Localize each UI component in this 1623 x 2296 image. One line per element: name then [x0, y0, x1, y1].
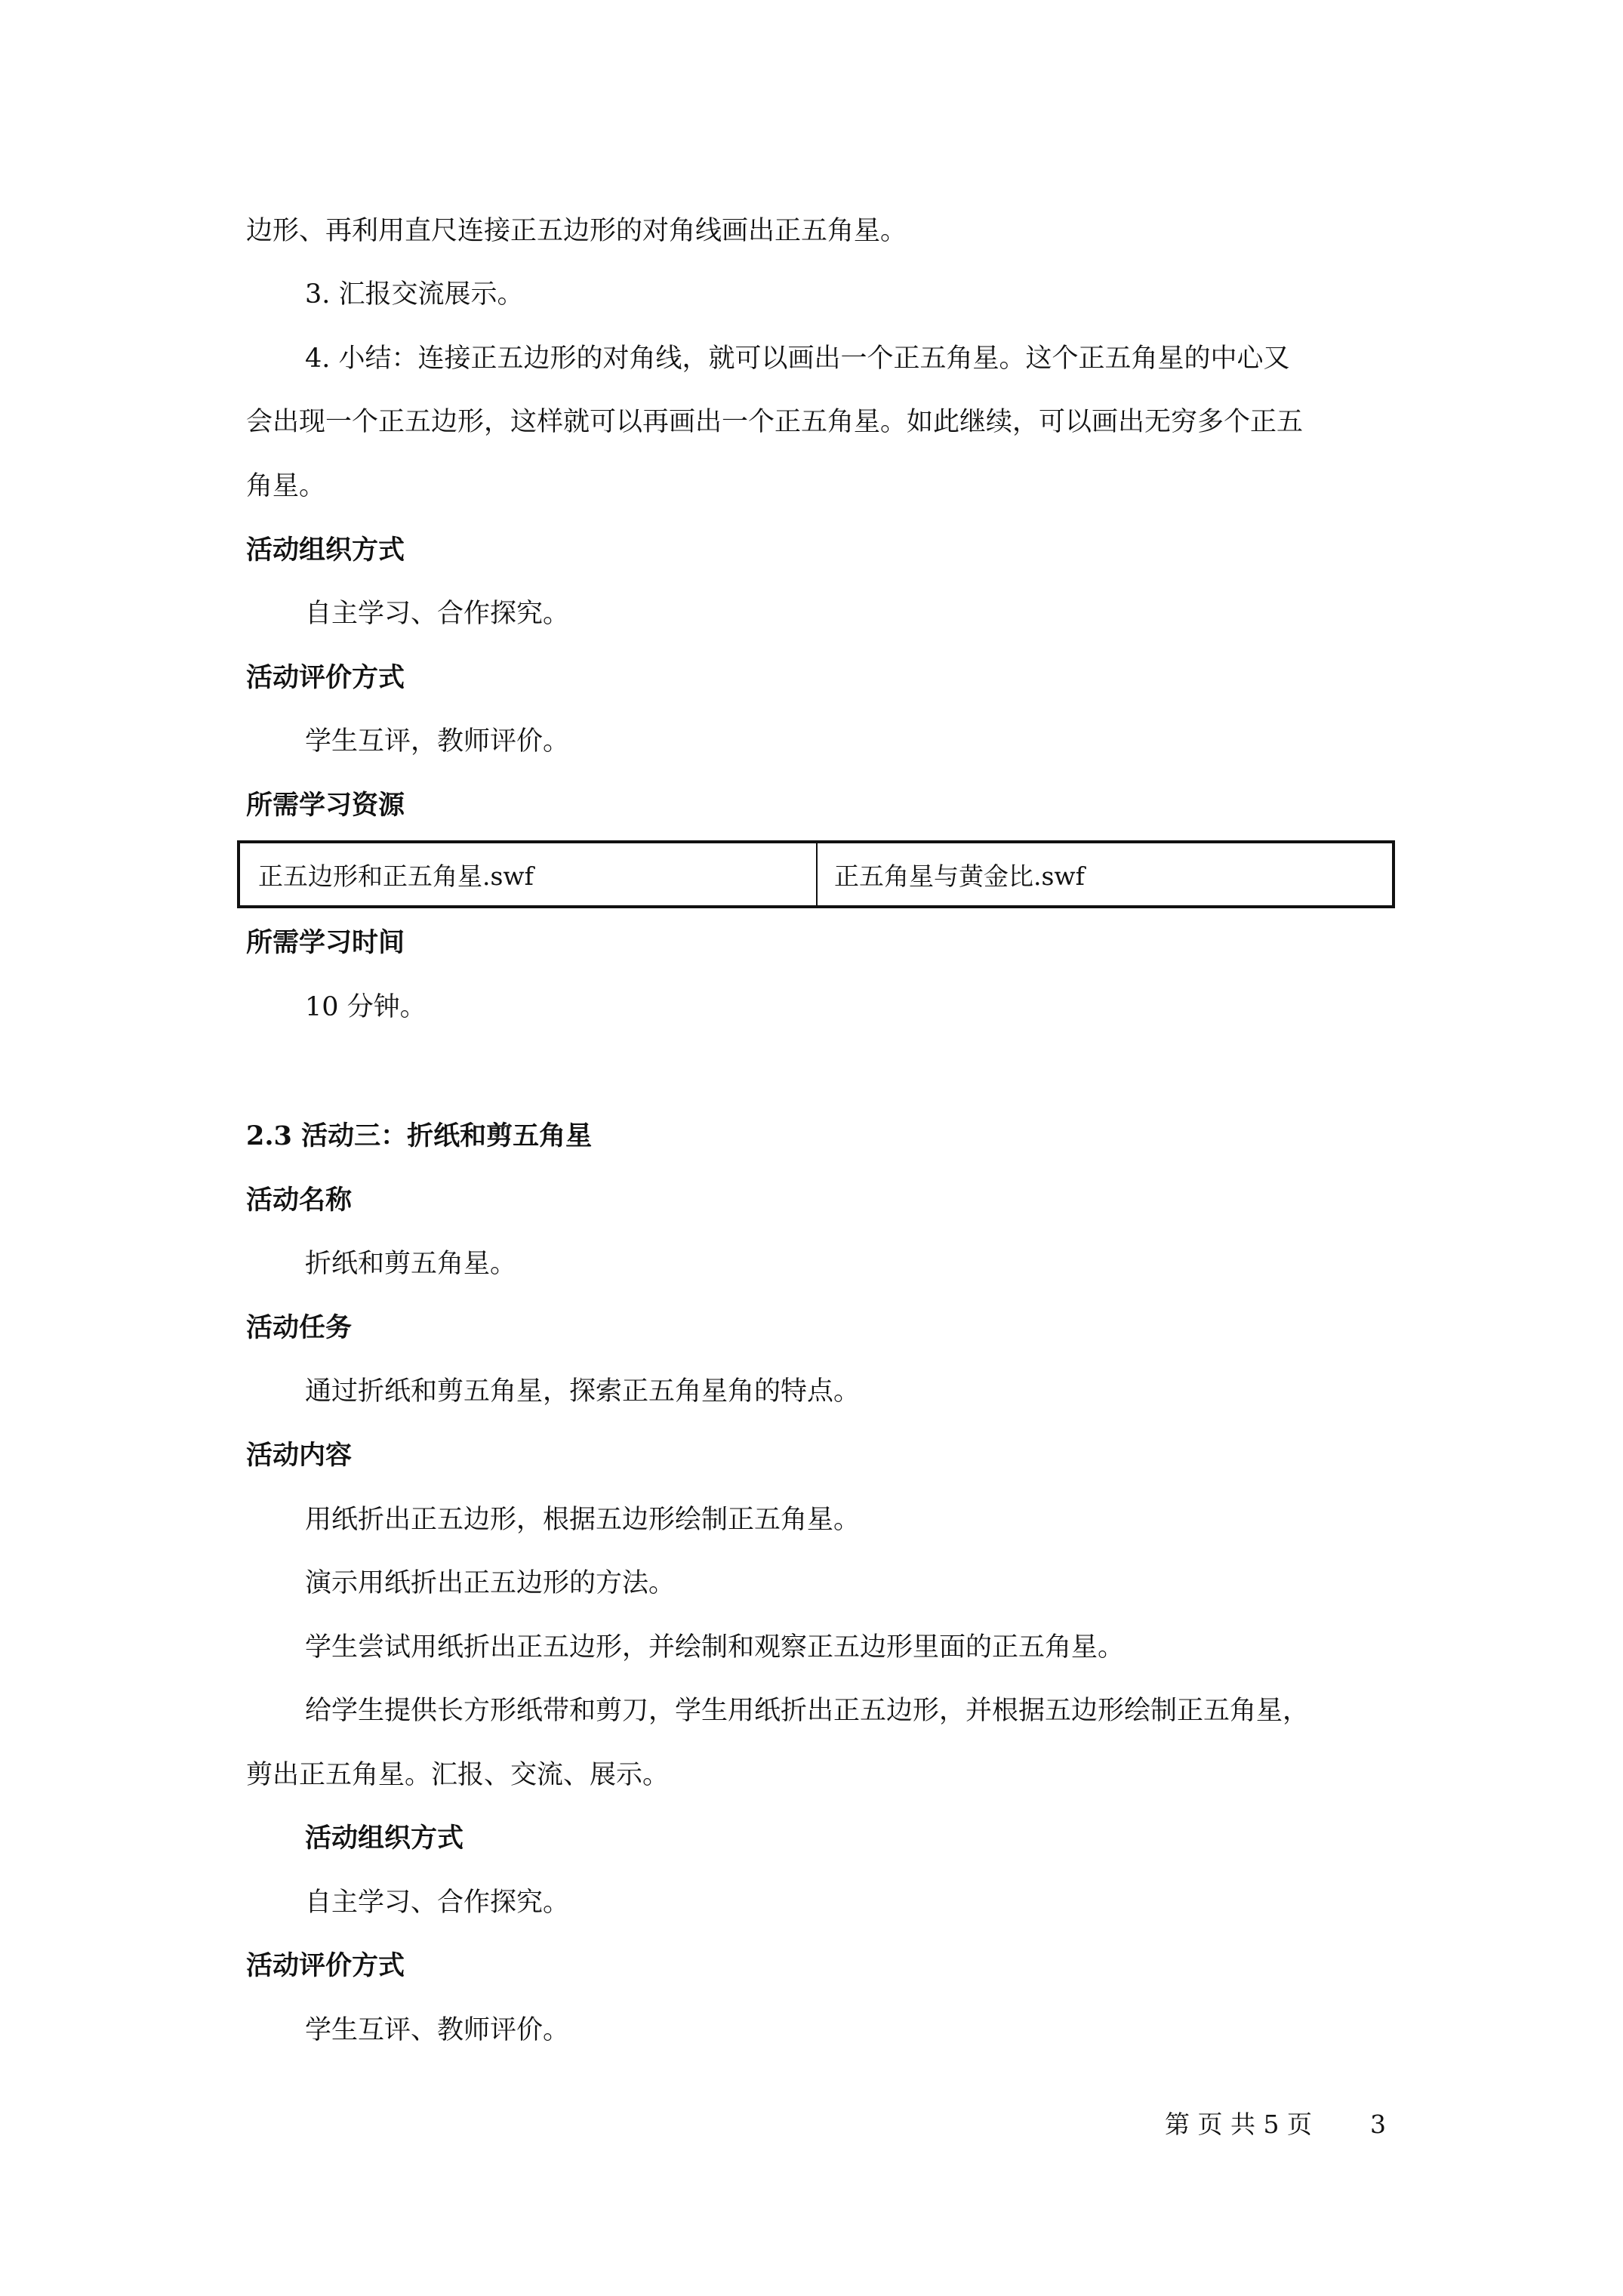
body-line: 学生互评、教师评价。 [305, 2015, 570, 2045]
section-heading: 所需学习时间 [246, 927, 405, 958]
section-heading: 活动任务 [246, 1312, 353, 1343]
page-footer: 第 页 共 5 页 [1165, 2110, 1312, 2139]
section-heading: 活动评价方式 [246, 662, 405, 693]
body-line: 用纸折出正五边形，根据五边形绘制正五角星。 [305, 1505, 861, 1535]
section-heading: 活动组织方式 [305, 1823, 464, 1854]
body-line: 学生互评，教师评价。 [305, 726, 570, 757]
section-heading: 活动内容 [246, 1440, 353, 1471]
section-heading: 所需学习资源 [246, 790, 405, 821]
body-line: 学生尝试用纸折出正五边形，并绘制和观察正五边形里面的正五角星。 [305, 1632, 1125, 1663]
body-line: 折纸和剪五角星。 [305, 1249, 517, 1279]
body-line: 会出现一个正五边形，这样就可以再画出一个正五角星。如此继续，可以画出无穷多个正五 [246, 407, 1304, 437]
body-line: 自主学习、合作探究。 [305, 599, 570, 629]
resource-cell: 正五角星与黄金比.swf [816, 843, 1392, 905]
section-heading: 活动组织方式 [246, 535, 405, 566]
body-line: 给学生提供长方形纸带和剪刀，学生用纸折出正五边形，并根据五边形绘制正五角星， [305, 1696, 1310, 1726]
page-number: 3 [1370, 2110, 1386, 2139]
body-line: 4. 小结：连接正五边形的对角线，就可以画出一个正五角星。这个正五角星的中心又 [305, 344, 1290, 374]
body-line: 演示用纸折出正五边形的方法。 [305, 1568, 676, 1598]
resources-table [237, 840, 1395, 908]
section-heading: 活动名称 [246, 1185, 353, 1216]
body-line: 角星。 [246, 471, 326, 501]
body-line: 剪出正五角星。汇报、交流、展示。 [246, 1760, 670, 1790]
subsection-title: 2.3 活动三：折纸和剪五角星 [246, 1120, 593, 1151]
body-line: 通过折纸和剪五角星，探索正五角星角的特点。 [305, 1376, 861, 1407]
body-line: 3. 汇报交流展示。 [305, 279, 524, 310]
body-line: 10 分钟。 [305, 992, 427, 1022]
resource-cell: 正五边形和正五角星.swf [258, 861, 534, 891]
section-heading: 活动评价方式 [246, 1950, 405, 1981]
body-line: 自主学习、合作探究。 [305, 1888, 570, 1918]
body-line: 边形、再利用直尺连接正五边形的对角线画出正五角星。 [246, 216, 907, 246]
